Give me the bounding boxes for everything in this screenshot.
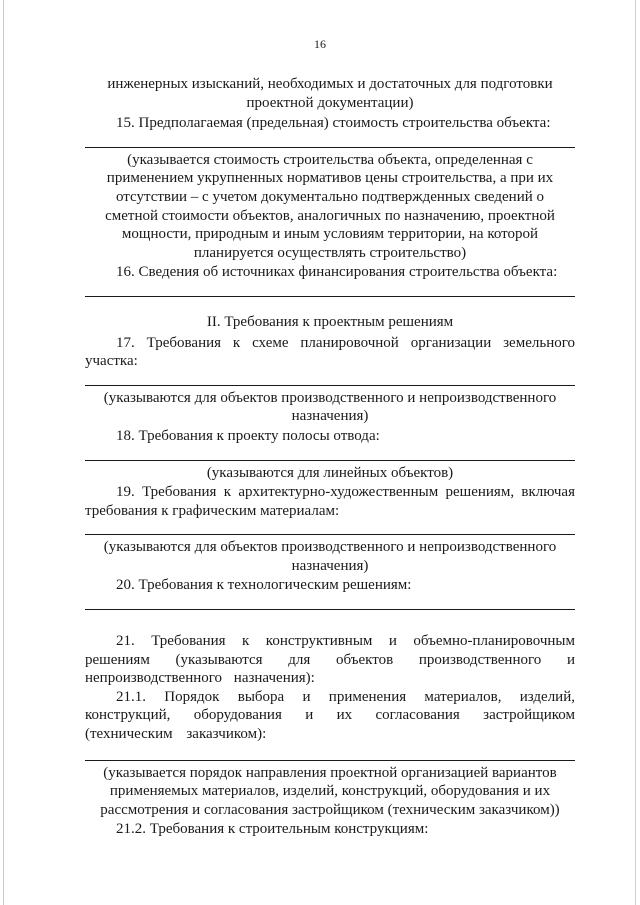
- fill-line-19: [85, 534, 575, 535]
- section-heading: II. Требования к проектным решениям: [206, 313, 454, 330]
- fill-line-15: [85, 147, 575, 148]
- fill-line-16: [85, 296, 575, 297]
- item-21-1: 21.1. Порядок выбора и применения материалов, изделий, конструкций, оборудования и их согласования застройщиком (техническим заказчиком):: [85, 688, 575, 743]
- item-19: 19. Требования к архитектурно-художественным решениям, включая требования к графическим материалам:: [85, 484, 575, 519]
- document-body: [85, 75, 575, 839]
- item-18: 18. Требования к проекту полосы отвода:: [116, 427, 380, 444]
- fill-line-20: [85, 609, 575, 610]
- note-18: (указываются для линейных объектов): [206, 464, 454, 481]
- fill-line-18: [85, 460, 575, 461]
- fill-line-21-1: [85, 760, 575, 761]
- note-17: (указываются для объектов производственного и непроизводственного назначения): [103, 389, 557, 425]
- note-15: (указывается стоимость строительства объекта, определенная с применением укрупненных нормативов цены строительства, а при их отсутствии – с учетом документально подтвержденных сведений о сметной стоимости объектов, аналогичных по назначению, проектной мощности, природным и иным условиям территории, на которой планируется осуществлять строительство): [105, 151, 555, 261]
- item-15: 15. Предполагаемая (предельная) стоимость строительства объекта:: [116, 115, 551, 132]
- note-19: (указываются для объектов производственного и непроизводственного назначения): [103, 539, 557, 574]
- scan-edge-right: [635, 0, 636, 905]
- item-17: 17. Требования к схеме планировочной организации земельного участка:: [85, 334, 575, 370]
- page-number: 16: [314, 37, 326, 51]
- continuation-text: инженерных изысканий, необходимых и достаточных для подготовки проектной документации): [107, 76, 553, 111]
- item-16: 16. Сведения об источниках финансирования строительства объекта:: [116, 264, 558, 281]
- note-21-1: (указывается порядок направления проектной организацией вариантов применяемых материалов, изделий, конструкций, оборудования и их рассмотрения и согласования застройщиком (техническим заказчиком)): [100, 764, 560, 818]
- item-21: 21. Требования к конструктивным и объемно-планировочным решениям (указываются для объектов производственного и непроизводственного назначения):: [85, 633, 575, 687]
- item-20: 20. Требования к технологическим решениям:: [116, 577, 412, 594]
- fill-line-17: [85, 385, 575, 386]
- scan-edge-left: [3, 0, 4, 905]
- item-21-2: 21.2. Требования к строительным конструкциям:: [116, 821, 429, 838]
